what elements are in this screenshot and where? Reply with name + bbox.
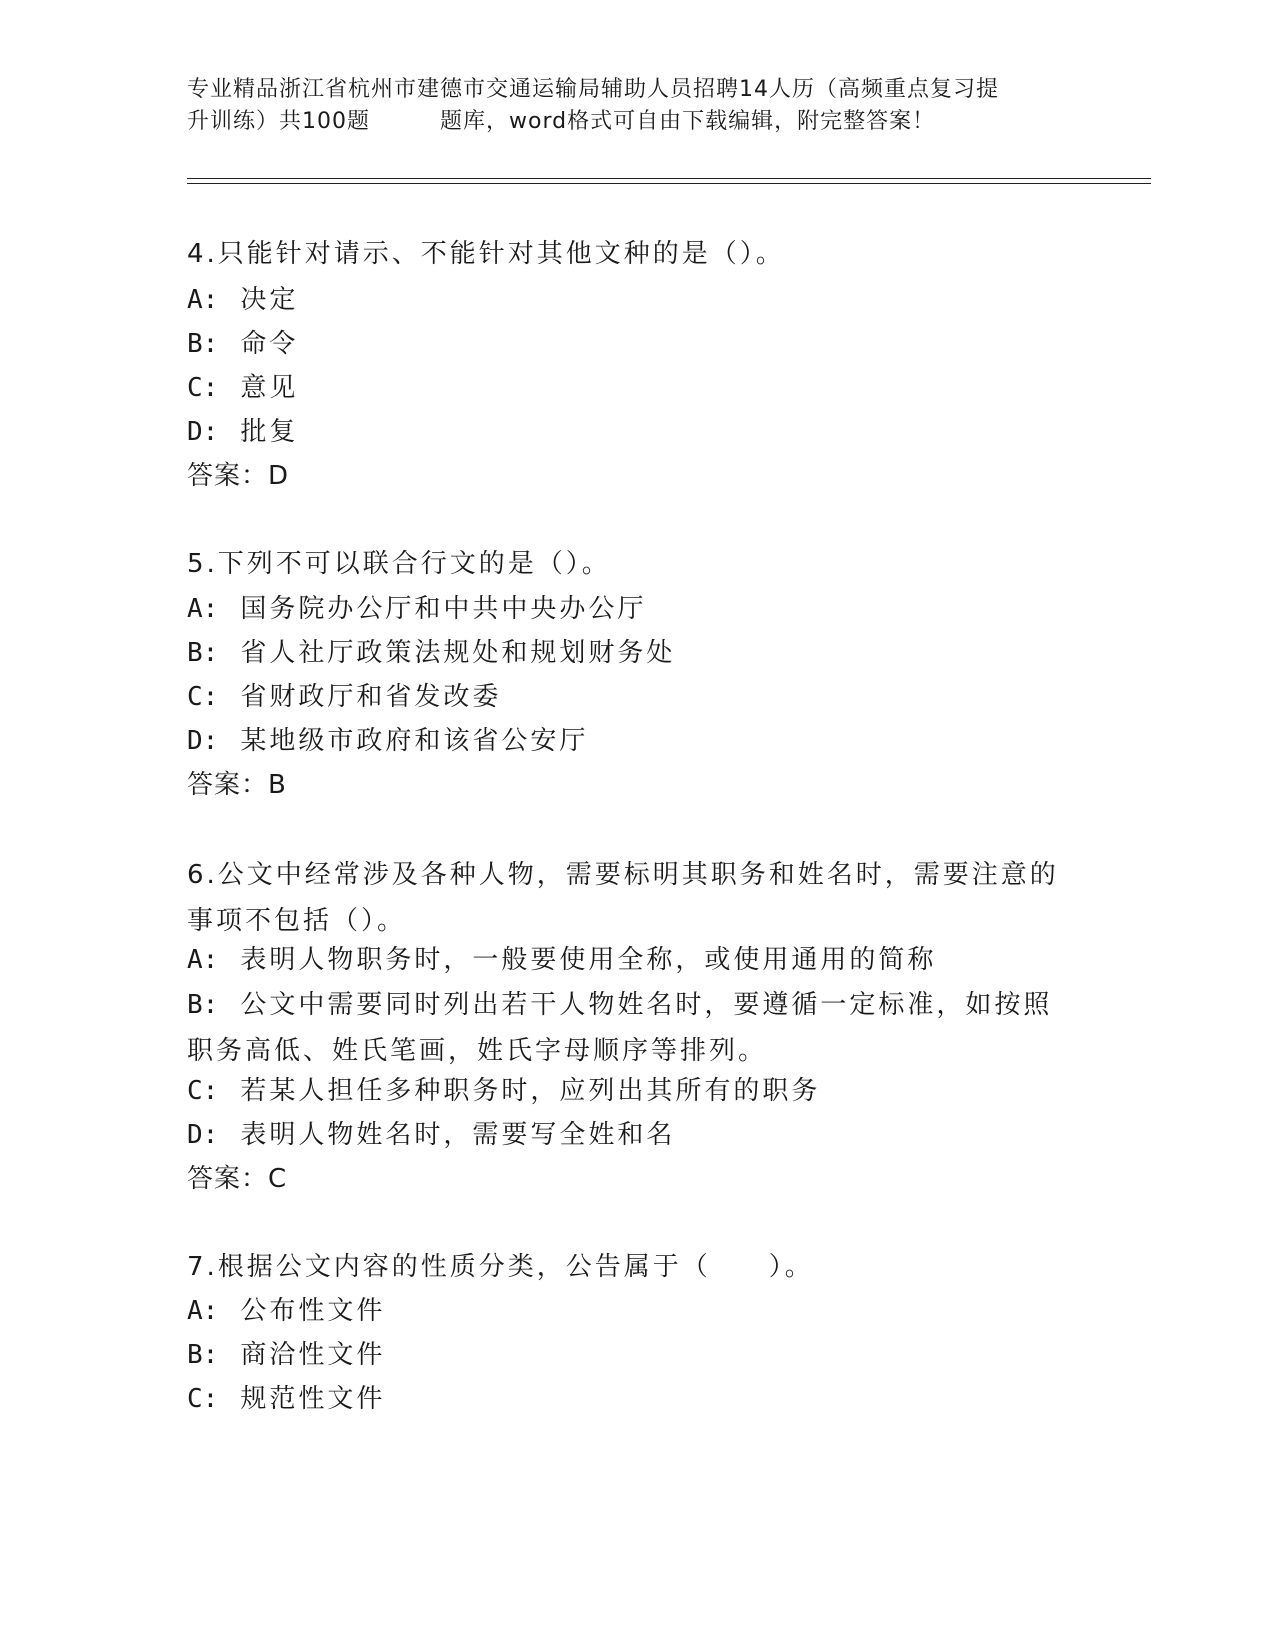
option-key: B: [187, 990, 219, 1020]
option-text: 商洽性文件 [240, 1340, 386, 1370]
question-6-option-b [187, 982, 1067, 1074]
question-4-option-b [187, 327, 298, 361]
question-5-stem: 5.下列不可以联合行文的是（）。 [187, 549, 611, 579]
option-text: 意见 [240, 373, 299, 403]
option-key: B: [187, 1340, 219, 1370]
question-7-option-a [187, 1294, 385, 1328]
header-line-2a: 升训练）共100题 [187, 109, 370, 134]
option-text: 表明人物职务时，一般要使用全称，或使用通用的简称 [240, 945, 937, 975]
option-key: C: [187, 682, 219, 712]
header-line-2 [187, 106, 1067, 138]
option-key: A: [187, 945, 219, 975]
option-text: 决定 [240, 285, 299, 315]
option-key: A: [187, 285, 219, 315]
header-line-2b: 题库，word格式可自由下载编辑，附完整答案！ [440, 109, 936, 134]
question-6-stem: 6.公文中经常涉及各种人物，需要标明其职务和姓名时，需要注意的事项不包括（）。 [187, 860, 1059, 936]
option-key: A: [187, 594, 219, 624]
option-text: 规范性文件 [240, 1384, 386, 1414]
option-text: 批复 [240, 417, 299, 447]
question-6-answer: 答案：C [187, 1164, 288, 1194]
option-key: C: [187, 1384, 219, 1414]
question-5-option-c [187, 680, 501, 714]
option-key: D: [187, 417, 219, 447]
option-key: B: [187, 638, 219, 668]
option-key: D: [187, 726, 219, 756]
option-key: C: [187, 1076, 219, 1106]
option-text: 公布性文件 [240, 1296, 386, 1326]
option-text: 表明人物姓名时，需要写全姓和名 [240, 1120, 676, 1150]
question-5-option-a [187, 592, 646, 626]
option-text: 命令 [240, 329, 299, 359]
question-5-option-d [187, 724, 588, 758]
document-header [187, 74, 1067, 138]
option-key: D: [187, 1120, 219, 1150]
question-7-option-c [187, 1382, 385, 1416]
option-key: C: [187, 373, 219, 403]
option-text: 省人社厅政策法规处和规划财务处 [240, 638, 676, 668]
question-4-option-c [187, 371, 298, 405]
question-7-stem: 7.根据公文内容的性质分类，公告属于（ ）。 [187, 1252, 814, 1282]
option-text: 某地级市政府和该省公安厅 [240, 726, 589, 756]
header-line-1: 专业精品浙江省杭州市建德市交通运输局辅助人员招聘14人历（高频重点复习提 [187, 77, 999, 102]
header-rule-top [187, 178, 1151, 179]
question-6-option-c [187, 1074, 820, 1108]
question-7-option-b [187, 1338, 385, 1372]
option-text: 若某人担任多种职务时，应列出其所有的职务 [240, 1076, 821, 1106]
question-4-answer: 答案：D [187, 461, 290, 491]
question-4-stem: 4.只能针对请示、不能针对其他文种的是（）。 [187, 239, 785, 269]
question-4-option-a [187, 283, 298, 317]
option-text: 国务院办公厅和中共中央办公厅 [240, 594, 647, 624]
option-text: 公文中需要同时列出若干人物姓名时，要遵循一定标准，如按照职务高低、姓氏笔画，姓氏字母顺序等排列。 [187, 990, 1053, 1066]
option-key: B: [187, 329, 219, 359]
question-6-option-d [187, 1118, 675, 1152]
question-6-option-a [187, 943, 936, 977]
option-key: A: [187, 1296, 219, 1326]
question-5-answer: 答案：B [187, 770, 287, 800]
question-5-option-b [187, 636, 675, 670]
header-rule-bottom [187, 183, 1151, 184]
question-4-option-d [187, 415, 298, 449]
option-text: 省财政厅和省发改委 [240, 682, 502, 712]
